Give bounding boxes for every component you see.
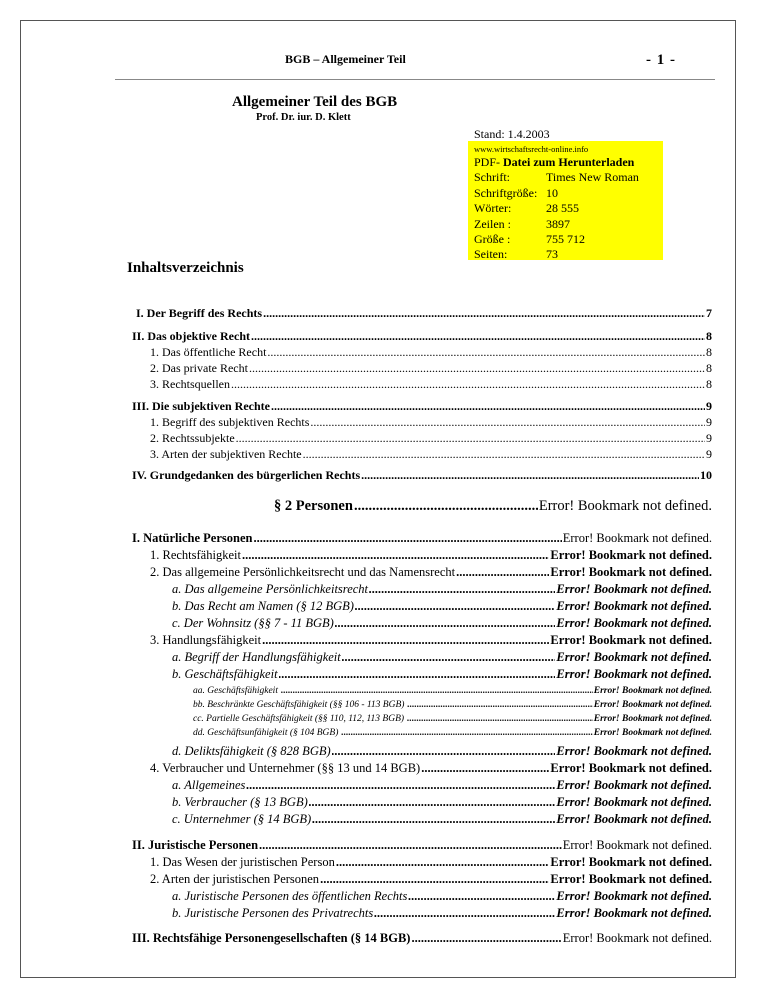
toc-entry-label: 1. Rechtsfähigkeit (150, 548, 241, 562)
document-author: Prof. Dr. iur. D. Klett (256, 112, 351, 123)
toc-entry[interactable] (132, 329, 712, 344)
toc-entry-label: 3. Arten der subjektiven Rechte (150, 447, 302, 461)
info-value: 73 (546, 247, 558, 262)
toc-entry-page: Error! Bookmark not defined. (593, 686, 712, 696)
toc-entry[interactable] (150, 633, 712, 648)
toc-entry-page: 9 (706, 447, 712, 461)
toc-entry-label: b. Das Recht am Namen (§ 12 BGB) (172, 599, 354, 613)
toc-entry[interactable] (132, 531, 712, 546)
toc-entry[interactable] (172, 650, 712, 665)
toc-entry-label: I. Der Begriff des Rechts (136, 306, 263, 320)
toc-entry[interactable] (172, 616, 712, 631)
document-date: Stand: 1.4.2003 (474, 127, 550, 141)
toc-entry-label: II. Juristische Personen (132, 838, 259, 852)
toc-entry-label: 2. Das private Recht (150, 361, 248, 375)
toc-entry-page: Error! Bookmark not defined. (550, 633, 712, 647)
toc-entry-page: 8 (706, 345, 712, 359)
header-divider (115, 79, 715, 80)
toc-entry-label: d. Deliktsfähigkeit (§ 828 BGB) (172, 744, 331, 758)
toc-entry-label: b. Geschäftsfähigkeit (172, 667, 278, 681)
toc-entry-page: Error! Bookmark not defined. (550, 761, 712, 775)
toc-entry[interactable] (150, 361, 712, 376)
toc-entry[interactable] (132, 838, 712, 853)
toc-entry[interactable] (193, 728, 712, 738)
toc-entry[interactable] (172, 906, 712, 921)
info-row-words (474, 201, 663, 216)
toc-entry[interactable] (274, 498, 712, 515)
info-pdf-line (474, 155, 663, 170)
toc-entry-label: cc. Partielle Geschäftsfähigkeit (§§ 110, 112, 113 BGB) (193, 714, 405, 724)
toc-entry-page: Error! Bookmark not defined. (562, 931, 712, 945)
toc-entry[interactable] (172, 667, 712, 682)
toc-entry-page: Error! Bookmark not defined. (562, 531, 712, 545)
info-value: 755 712 (546, 232, 585, 247)
toc-entry-page: Error! Bookmark not defined. (556, 599, 712, 613)
document-title: Allgemeiner Teil des BGB (232, 94, 398, 110)
toc-entry-label: 3. Handlungsfähigkeit (150, 633, 262, 647)
toc-entry-label: I. Natürliche Personen (132, 531, 253, 545)
toc-entry[interactable] (193, 686, 712, 696)
toc-entry-label: 1. Das öffentliche Recht (150, 345, 267, 359)
toc-entry[interactable] (150, 345, 712, 360)
toc-entry-page: Error! Bookmark not defined. (593, 728, 712, 738)
toc-entry[interactable] (172, 744, 712, 759)
toc-entry-page: Error! Bookmark not defined. (556, 650, 712, 664)
toc-entry-label: 2. Rechtssubjekte (150, 431, 235, 445)
info-row-fontsize (474, 186, 663, 201)
toc-entry-label: 4. Verbraucher und Unternehmer (§§ 13 und 14 BGB) (150, 761, 421, 775)
toc-entry-page: Error! Bookmark not defined. (550, 565, 712, 579)
toc-entry-label: dd. Geschäftsunfähigkeit (§ 104 BGB) (193, 728, 339, 738)
info-value: 10 (546, 185, 558, 200)
info-key: Zeilen : (474, 216, 511, 231)
toc-entry-label: § 2 Personen (274, 498, 353, 514)
toc-entry-page: 9 (706, 415, 712, 429)
toc-entry-page: Error! Bookmark not defined. (556, 906, 712, 920)
toc-entry-page: Error! Bookmark not defined. (550, 855, 712, 869)
toc-entry-page: 8 (706, 361, 712, 375)
toc-entry[interactable] (150, 855, 712, 870)
toc-entry-label: 1. Das Wesen der juristischen Person (150, 855, 335, 869)
toc-entry-label: III. Die subjektiven Rechte (132, 399, 270, 413)
toc-entry-page: Error! Bookmark not defined. (538, 498, 712, 514)
toc-entry-page: Error! Bookmark not defined. (556, 582, 712, 596)
toc-entry-page: Error! Bookmark not defined. (562, 838, 712, 852)
toc-entry[interactable] (150, 872, 712, 887)
toc-entry[interactable] (150, 415, 712, 430)
toc-entry[interactable] (150, 431, 712, 446)
toc-entry[interactable] (150, 447, 712, 462)
toc-entry-label: 1. Begriff des subjektiven Rechts (150, 415, 310, 429)
info-box (468, 141, 663, 260)
toc-entry-label: a. Begriff der Handlungsfähigkeit (172, 650, 341, 664)
toc-entry-label: bb. Beschränkte Geschäftsfähigkeit (§§ 106 - 113 BGB) (193, 700, 405, 710)
toc-entry-page: Error! Bookmark not defined. (550, 872, 712, 886)
header-page-number: - 1 - (646, 52, 676, 68)
toc-entry-label: a. Juristische Personen des öffentlichen Rechts (172, 889, 408, 903)
toc-entry-page: Error! Bookmark not defined. (556, 616, 712, 630)
toc-entry-label: b. Juristische Personen des Privatrechts (172, 906, 374, 920)
toc-entry-page: Error! Bookmark not defined. (556, 812, 712, 826)
toc-entry[interactable] (172, 599, 712, 614)
info-row-font (474, 170, 663, 185)
toc-entry-label: II. Das objektive Recht (132, 329, 250, 343)
toc-entry[interactable] (193, 700, 712, 710)
toc-entry[interactable] (150, 761, 712, 776)
toc-entry-label: a. Das allgemeine Persönlichkeitsrecht (172, 582, 369, 596)
info-row-pages (474, 247, 663, 262)
info-key: Größe : (474, 232, 511, 247)
toc-entry[interactable] (132, 468, 712, 483)
toc-entry-page: Error! Bookmark not defined. (556, 795, 712, 809)
toc-entry-page: Error! Bookmark not defined. (593, 714, 712, 724)
toc-entry-label: aa. Geschäftsfähigkeit (193, 686, 278, 696)
toc-entry-page: Error! Bookmark not defined. (556, 744, 712, 758)
info-pdf-label: Datei zum Herunterladen (503, 155, 635, 169)
toc-entry[interactable] (172, 582, 712, 597)
info-value: 28 555 (546, 201, 579, 216)
toc-entry[interactable] (136, 306, 712, 321)
info-value: Times New Roman (546, 170, 639, 185)
toc-entry-page: 8 (706, 329, 712, 343)
toc-entry-label: c. Der Wohnsitz (§§ 7 - 11 BGB) (172, 616, 334, 630)
toc-entry[interactable] (150, 548, 712, 563)
toc-entry[interactable] (172, 795, 712, 810)
toc-entry-label: b. Verbraucher (§ 13 BGB) (172, 795, 308, 809)
toc-entry-label: III. Rechtsfähige Personengesellschaften (§ 14 BGB) (132, 931, 411, 945)
toc-entry[interactable] (150, 377, 712, 392)
info-key: Wörter: (474, 201, 512, 216)
toc-heading: Inhaltsverzeichnis (127, 260, 244, 276)
toc-entry-page: Error! Bookmark not defined. (556, 778, 712, 792)
toc-entry-page: 9 (706, 399, 712, 413)
header-title: BGB – Allgemeiner Teil (285, 52, 406, 66)
toc-entry[interactable] (132, 931, 712, 946)
toc-entry[interactable] (172, 778, 712, 793)
toc-entry-page: 10 (700, 468, 712, 482)
toc-entry-label: 3. Rechtsquellen (150, 377, 230, 391)
info-row-lines (474, 217, 663, 232)
info-key: Schriftgröße: (474, 185, 538, 200)
info-row-size (474, 232, 663, 247)
toc-entry[interactable] (150, 565, 712, 580)
toc-entry[interactable] (172, 889, 712, 904)
toc-entry-label: IV. Grundgedanken des bürgerlichen Rechts (132, 468, 361, 482)
toc-entry-page: 7 (706, 306, 712, 320)
toc-entry-page: 9 (706, 431, 712, 445)
toc-entry[interactable] (193, 714, 712, 724)
toc-entry-page: Error! Bookmark not defined. (556, 667, 712, 681)
toc-entry-label: a. Allgemeines (172, 778, 246, 792)
toc-entry-label: 2. Das allgemeine Persönlichkeitsrecht und das Namensrecht (150, 565, 456, 579)
info-pdf-prefix: PDF- (474, 155, 504, 169)
toc-entry-page: Error! Bookmark not defined. (556, 889, 712, 903)
toc-entry[interactable] (172, 812, 712, 827)
info-key: Seiten: (474, 247, 508, 262)
info-key: Schrift: (474, 170, 510, 185)
toc-entry-label: 2. Arten der juristischen Personen (150, 872, 320, 886)
toc-entry-label: c. Unternehmer (§ 14 BGB) (172, 812, 312, 826)
toc-entry-page: Error! Bookmark not defined. (550, 548, 712, 562)
info-value: 3897 (546, 216, 570, 231)
toc-entry-page: Error! Bookmark not defined. (593, 700, 712, 710)
info-url: www.wirtschaftsrecht-online.info (474, 144, 589, 154)
toc-entry-page: 8 (706, 377, 712, 391)
toc-entry[interactable] (132, 399, 712, 414)
